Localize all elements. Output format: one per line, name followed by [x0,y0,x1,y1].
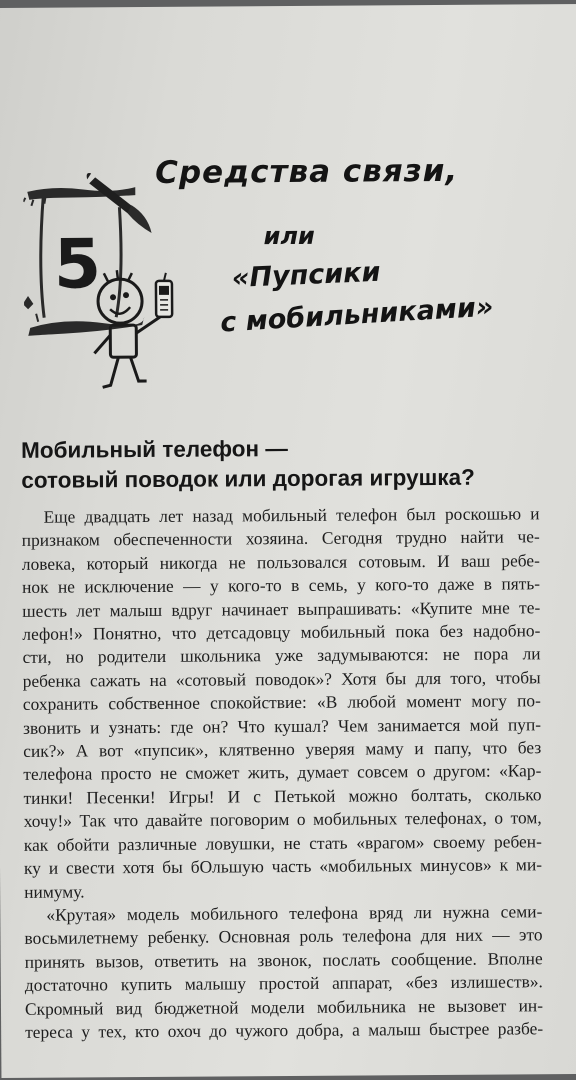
text-line: сик?» А вот «пупсик», клятвенно уверяя маму и папу, что без [23,737,542,761]
text-line: ку и свести хотя бы бОльшую часть «мобильных минусов» к ми- [23,854,543,878]
text-line: шесть лет малыш вдруг начинает выпрашивать: «Купите мне те- [22,596,541,621]
text-line: звонить и узнать: где он? Что кушал? Чем занимается мой пуп- [22,713,542,738]
boy-body [110,325,136,357]
chapter-number: 5 [53,225,102,305]
text-line: нок не исключение — у кого-то в семь, у кого-то даже в пять- [21,573,541,598]
paint-drip [24,298,38,322]
section-heading-line-2: сотовый поводок или дорогая игрушка? [21,464,475,493]
text-line: тинки! Песенки! Игры! И с Петькой можно болтать, сколько [23,784,542,808]
canvas-left-edge [40,196,44,318]
text-line: ловека, который никогда не пользовался сотовым. И ваш ребе- [21,550,540,574]
canvas-right-edge [115,207,121,317]
chapter-title-line-4: с мобильниками» [219,291,495,339]
text-line: хочу!» Так что давайте поговорим о мобильных телефонах, о том, [23,807,542,832]
chapter-illustration [23,167,195,408]
text-line: признаком обеспеченности хозяина. Сегодня трудно найти че- [21,526,540,551]
text-line: тереса у тех, кто охоч до чужого добра, а малыш быстрее разбе- [25,1018,544,1042]
text-line: достаточно купить малышу простой аппарат, «без излишеств». [24,971,543,995]
section-heading [21,432,541,496]
text-line: телефона просто не сможет жить, думает совсем о другом: «Кар- [23,760,542,785]
text-line: Скромный вид бюджетной модели мобильника не вызовет ин- [24,994,544,1019]
chapter-title-line-1: Средства связи, [155,152,459,191]
chapter-title [155,152,495,339]
text-line: Еще двадцать лет назад мобильный телефон был роскошью и [43,503,540,527]
section-heading-line-1: Мобильный телефон — [21,436,288,463]
text-line: сохранить собственное спокойствие: «В любой момент могу по- [22,690,541,715]
body-text [21,502,543,1044]
book-page [0,4,576,1078]
chapter-title-line-2: или [263,221,315,251]
text-line: нимуму. [24,880,85,902]
text-line: «Крутая» модель мобильного телефона вряд ли нужна семи- [46,901,543,925]
text-line: как обойти различные ловушки, не стать «врагом» своему ребен- [23,830,542,855]
text-line: восьмилетнему ребенку. Основная роль телефона для них — это [24,924,543,949]
text-line: ребенка сажать на «сотовый поводок»? Хотя бы для того, чтобы [22,667,541,691]
text-line: сти, но родители школьника уже задумываются: не пора ли [22,643,541,668]
text-line: лефон!» Понятно, что детсадовцу мобильный пока без надобно- [22,620,541,644]
chapter-title-line-3: «Пупсики [231,256,382,294]
text-line: принять вызов, ответить на звонок, послать сообщение. Вполне [24,947,543,972]
